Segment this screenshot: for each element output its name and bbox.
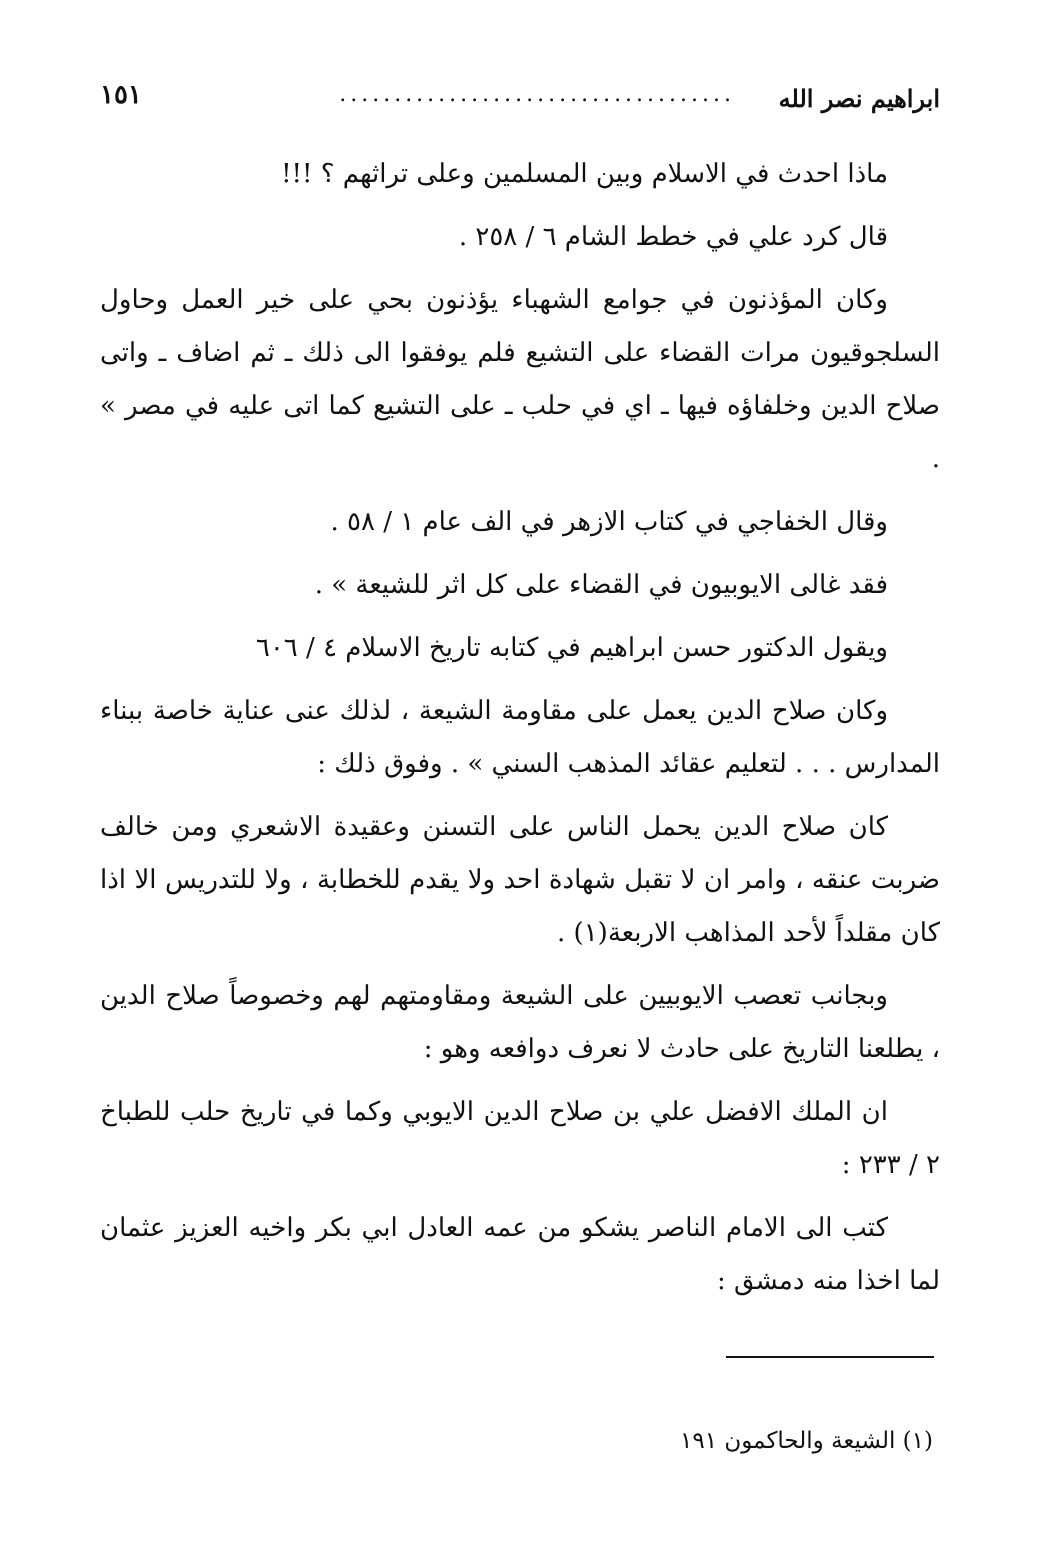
paragraph-letter-nasir: كتب الى الامام الناصر يشكو من عمه العادل ابي بكر واخيه العزيز عثمان لما اخذا منه دمشق : (100, 1213, 940, 1296)
paragraph-citation-hasan-ibrahim: ويقول الدكتور حسن ابراهيم في كتابه تاريخ الاسلام ٤ / ٦٠٦ (255, 633, 888, 663)
running-title: ابراهيم نصر الله (778, 84, 940, 113)
body-text (100, 148, 940, 1308)
paragraph-quote-madrasas: وكان صلاح الدين يعمل على مقاومة الشيعة ، لذلك عنى عناية خاصة ببناء المدارس . . . لتعليم عقائد المذهب السني » . وفوق ذلك : (100, 696, 940, 779)
page-header (100, 78, 940, 122)
page-number: ١٥١ (100, 80, 142, 110)
paragraph-al-afdal: ان الملك الافضل علي بن صلاح الدين الايوبي وكما في تاريخ حلب للطباخ ٢ / ٢٣٣ : (100, 1097, 940, 1180)
footnote-divider (726, 1356, 934, 1358)
footnote: (١) الشيعة والحاكمون ١٩١ (680, 1428, 933, 1454)
paragraph-citation-kurd-ali: قال كرد علي في خطط الشام ٦ / ٢٥٨ . (458, 222, 888, 252)
paragraph-quote-ayyubids: فقد غالى الايوبيون في القضاء على كل اثر للشيعة » . (314, 570, 888, 600)
paragraph-citation-khafaji: وقال الخفاجي في كتاب الازهر في الف عام ١ / ٥٨ . (330, 507, 888, 537)
leader-dots: .................................... (339, 82, 735, 107)
paragraph-ayyubid-bias: وبجانب تعصب الايوبيين على الشيعة ومقاومتهم لهم وخصوصاً صلاح الدين ، يطلعنا التاريخ على حادث لا نعرف دوافعه وهو : (100, 981, 940, 1064)
paragraph-quote-muadhins: وكان المؤذنون في جوامع الشهباء يؤذنون بحي على خير العمل وحاول السلجوقيون مرات القضاء على التشيع فلم يوفقوا الى ذلك ـ ثم اضاف ـ واتى صلاح الدين وخلفاؤه فيها ـ اي في حلب ـ على التشيع كما اتى عليه في مصر » . (100, 285, 940, 474)
paragraph-quote-ashari: كان صلاح الدين يحمل الناس على التسنن وعقيدة الاشعري ومن خالف ضربت عنقه ، وامر ان لا تقبل شهادة احد ولا يقدم للخطابة ، ولا للتدريس الا اذا كان مقلداً لأحد المذاهب الاربعة(١) . (100, 812, 940, 948)
paragraph-question: ماذا احدث في الاسلام وبين المسلمين وعلى تراثهم ؟ !!! (281, 159, 888, 189)
